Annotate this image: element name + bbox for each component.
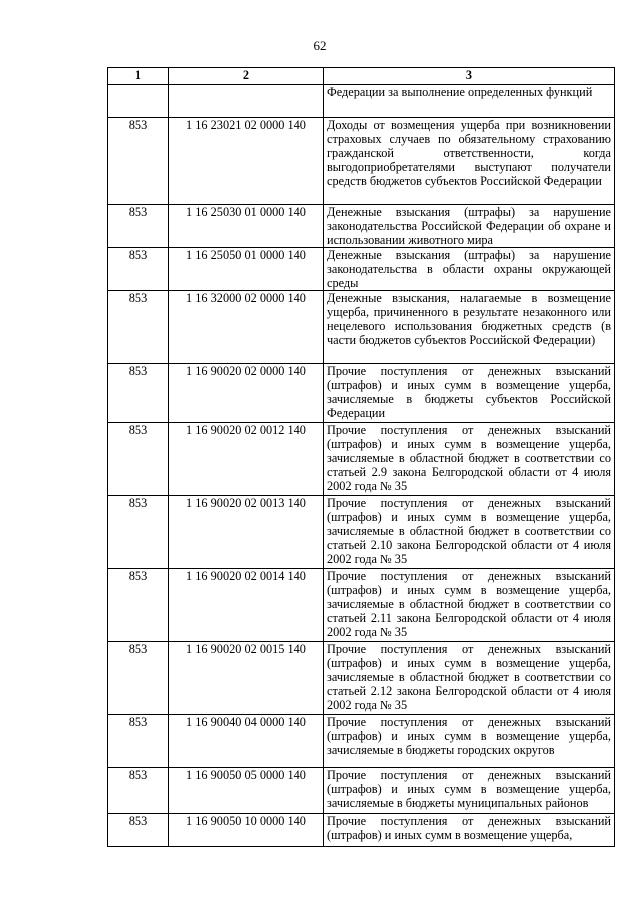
kbk-code-cell: 1 16 90020 02 0000 140 — [169, 364, 324, 423]
table-header-row — [108, 68, 615, 85]
kbk-code-cell: 1 16 90020 02 0013 140 — [169, 496, 324, 569]
table-row — [108, 205, 615, 248]
description-cell: Прочие поступления от денежных взысканий (штрафов) и иных сумм в возмещение ущерба, зачисляемые в областной бюджет в соответствии со статьей 2.9 закона Белгородской области от 4 июля 2002 года № 35 — [324, 423, 615, 496]
kbk-code-cell: 1 16 25030 01 0000 140 — [169, 205, 324, 248]
agency-code-cell: 853 — [108, 715, 169, 768]
description-cell: Доходы от возмещения ущерба при возникновении страховых случаев по обязательному страхованию гражданской ответственности, когда выгодоприобретателями выступают получатели средств бюджетов субъектов Российской Федерации — [324, 118, 615, 205]
kbk-code-cell: 1 16 90020 02 0012 140 — [169, 423, 324, 496]
kbk-code-cell: 1 16 90050 10 0000 140 — [169, 814, 324, 847]
description-cell: Прочие поступления от денежных взысканий (штрафов) и иных сумм в возмещение ущерба, зачисляемые в бюджеты субъектов Российской Федерации — [324, 364, 615, 423]
kbk-code-cell — [169, 85, 324, 118]
description-cell: Прочие поступления от денежных взысканий (штрафов) и иных сумм в возмещение ущерба, зачисляемые в областной бюджет в соответствии со статьей 2.12 закона Белгородской области от 4 июля 2002 года № 35 — [324, 642, 615, 715]
description-cell: Прочие поступления от денежных взысканий (штрафов) и иных сумм в возмещение ущерба, зачисляемые в областной бюджет в соответствии со статьей 2.11 закона Белгородской области от 4 июля 2002 года № 35 — [324, 569, 615, 642]
page-number: 62 — [313, 38, 327, 53]
kbk-code-cell: 1 16 32000 02 0000 140 — [169, 291, 324, 364]
agency-code-cell: 853 — [108, 569, 169, 642]
column-header-2: 2 — [169, 68, 324, 85]
table-row — [108, 768, 615, 814]
description-cell: Федерации за выполнение определенных функций — [324, 85, 615, 118]
column-header-3: 3 — [324, 68, 615, 85]
table-row — [108, 85, 615, 118]
description-cell: Прочие поступления от денежных взысканий (штрафов) и иных сумм в возмещение ущерба, зачисляемые в областной бюджет в соответствии со статьей 2.10 закона Белгородской области от 4 июля 2002 года № 35 — [324, 496, 615, 569]
table-row — [108, 715, 615, 768]
agency-code-cell: 853 — [108, 768, 169, 814]
description-cell: Денежные взыскания (штрафы) за нарушение законодательства Российской Федерации об охране и использовании животного мира — [324, 205, 615, 248]
table-row — [108, 291, 615, 364]
kbk-code-cell: 1 16 25050 01 0000 140 — [169, 248, 324, 291]
description-cell: Денежные взыскания (штрафы) за нарушение законодательства в области охраны окружающей среды — [324, 248, 615, 291]
description-cell: Денежные взыскания, налагаемые в возмещение ущерба, причиненного в результате незаконного или нецелевого использования бюджетных средств (в части бюджетов субъектов Российской Федерации) — [324, 291, 615, 364]
description-cell: Прочие поступления от денежных взысканий (штрафов) и иных сумм в возмещение ущерба, зачисляемые в бюджеты муниципальных районов — [324, 768, 615, 814]
agency-code-cell: 853 — [108, 205, 169, 248]
table-row — [108, 248, 615, 291]
kbk-code-cell: 1 16 90040 04 0000 140 — [169, 715, 324, 768]
agency-code-cell: 853 — [108, 642, 169, 715]
column-header-1: 1 — [108, 68, 169, 85]
budget-classification-table — [107, 67, 615, 847]
table-row — [108, 423, 615, 496]
table-row — [108, 118, 615, 205]
agency-code-cell: 853 — [108, 291, 169, 364]
agency-code-cell: 853 — [108, 248, 169, 291]
kbk-code-cell: 1 16 90020 02 0015 140 — [169, 642, 324, 715]
table-row — [108, 364, 615, 423]
kbk-code-cell: 1 16 23021 02 0000 140 — [169, 118, 324, 205]
kbk-code-cell: 1 16 90050 05 0000 140 — [169, 768, 324, 814]
kbk-code-cell: 1 16 90020 02 0014 140 — [169, 569, 324, 642]
agency-code-cell: 853 — [108, 814, 169, 847]
table-row — [108, 496, 615, 569]
agency-code-cell — [108, 85, 169, 118]
agency-code-cell: 853 — [108, 364, 169, 423]
agency-code-cell: 853 — [108, 496, 169, 569]
agency-code-cell: 853 — [108, 118, 169, 205]
description-cell: Прочие поступления от денежных взысканий (штрафов) и иных сумм в возмещение ущерба, зачисляемые в бюджеты городских округов — [324, 715, 615, 768]
description-cell: Прочие поступления от денежных взысканий (штрафов) и иных сумм в возмещение ущерба, — [324, 814, 615, 847]
table-row — [108, 642, 615, 715]
table-row — [108, 814, 615, 847]
table-row — [108, 569, 615, 642]
agency-code-cell: 853 — [108, 423, 169, 496]
